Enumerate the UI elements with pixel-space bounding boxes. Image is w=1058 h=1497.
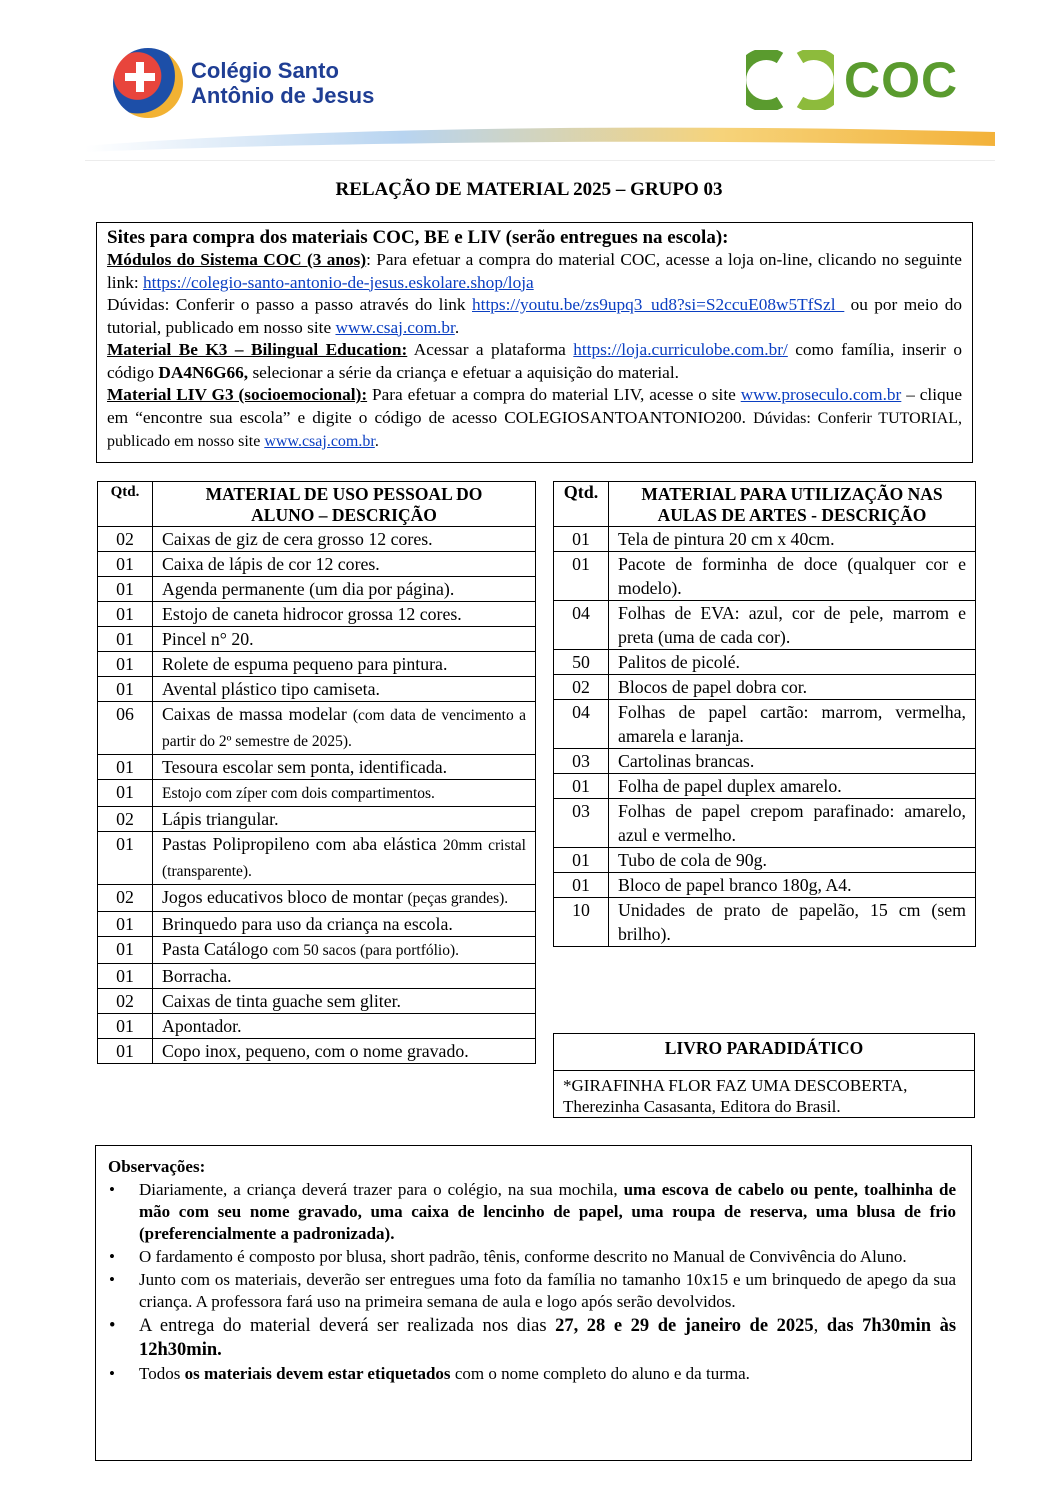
description-header: MATERIAL DE USO PESSOAL DO ALUNO – DESCRIÇÃO (153, 482, 536, 527)
observation-text: Junto com os materiais, deverão ser entregues uma foto da família no tamanho 10x15 e um brinquedo de apego da sua criança. A professora fará uso na primeira semana de aula e logo após serão devolvidos. (139, 1270, 956, 1311)
arts-materials-table (553, 481, 976, 947)
coc-paragraph (107, 249, 962, 294)
description-cell (153, 577, 536, 602)
item-description: Folhas de papel cartão: marrom, vermelha, amarela e laranja. (618, 702, 966, 746)
be-text-3: selecionar a série da criança e efetuar a aquisição do material. (248, 362, 679, 382)
description-cell (153, 832, 536, 885)
personal-materials-table (97, 481, 536, 1064)
observations-heading: Observações: (108, 1157, 206, 1176)
observation-item (108, 1246, 956, 1268)
observation-item (108, 1269, 956, 1313)
qty-cell: 01 (554, 552, 609, 601)
description-cell (153, 755, 536, 780)
be-label: Material Be K3 – Bilingual Education: (107, 340, 408, 359)
description-cell (153, 964, 536, 989)
qty-cell: 01 (98, 832, 153, 885)
qty-cell: 01 (98, 912, 153, 937)
book-author: Therezinha Casasanta, Editora do Brasil. (563, 1097, 841, 1116)
school-site-link[interactable]: www.csaj.com.br (335, 317, 455, 337)
qty-header: Qtd. (554, 482, 609, 527)
document-title: RELAÇÃO DE MATERIAL 2025 – GRUPO 03 (335, 179, 723, 200)
item-description: Folha de papel duplex amarelo. (618, 776, 842, 796)
table-row (554, 799, 976, 848)
table-row (98, 807, 536, 832)
table-row (98, 912, 536, 937)
qty-cell: 01 (98, 652, 153, 677)
personal-materials-body (98, 527, 536, 1064)
item-description: Caixas de massa modelar (162, 704, 347, 724)
description-cell (153, 780, 536, 807)
qty-cell: 01 (98, 964, 153, 989)
description-cell (609, 873, 976, 898)
table-row (98, 677, 536, 702)
qty-cell: 02 (98, 527, 153, 552)
table-row (98, 937, 536, 964)
item-description: Copo inox, pequeno, com o nome gravado. (162, 1041, 469, 1061)
description-cell (153, 552, 536, 577)
coc-label: Módulos do Sistema COC (3 anos) (107, 250, 367, 269)
liv-text-1: Para efetuar a compra do material LIV, acesse o site (367, 385, 741, 404)
coc-logo (746, 50, 958, 110)
description-cell (153, 627, 536, 652)
item-description: Caixa de lápis de cor 12 cores. (162, 554, 380, 574)
qty-cell: 01 (98, 602, 153, 627)
description-cell (153, 885, 536, 912)
be-text-1: Acessar a plataforma (407, 340, 574, 359)
school-logo (113, 48, 374, 118)
qty-cell: 50 (554, 650, 609, 675)
qty-cell: 01 (98, 937, 153, 964)
arts-materials-body (554, 527, 976, 947)
description-cell (609, 848, 976, 873)
school-crest-icon (113, 48, 183, 118)
observation-bold-text: os materiais devem estar etiquetados (184, 1364, 451, 1383)
table-row (554, 898, 976, 947)
liv-text-2: – clique em “encontre sua escola” e digite o código de acesso COLEGIOSANTOANTONIO200. (107, 385, 962, 427)
item-description: Bloco de papel branco 180g, A4. (618, 875, 852, 895)
table-row (98, 652, 536, 677)
table-header-row (98, 482, 536, 527)
item-description: Folhas de papel crepom parafinado: amarelo, azul e vermelho. (618, 801, 966, 845)
qty-cell: 01 (98, 627, 153, 652)
observation-text: Diariamente, a criança deverá trazer para o colégio, na sua mochila, (139, 1180, 624, 1199)
observation-item (108, 1179, 956, 1245)
proseculo-link[interactable]: www.proseculo.com.br (740, 385, 902, 404)
table-row (554, 848, 976, 873)
table-row (98, 627, 536, 652)
item-description: Pacote de forminha de doce (qualquer cor e modelo). (618, 554, 966, 598)
description-cell (609, 527, 976, 552)
item-description: Apontador. (162, 1016, 242, 1036)
school-name-line2: Antônio de Jesus (191, 83, 375, 108)
table-row (554, 675, 976, 700)
qty-cell: 01 (98, 577, 153, 602)
table-row (98, 577, 536, 602)
item-description: Tubo de cola de 90g. (618, 850, 767, 870)
purchase-sites-box (96, 222, 973, 463)
table-row (98, 780, 536, 807)
qty-cell: 10 (554, 898, 609, 947)
description-cell (609, 700, 976, 749)
table-row (554, 873, 976, 898)
book-title: *GIRAFINHA FLOR FAZ UMA DESCOBERTA, (563, 1076, 908, 1095)
observation-bold-text: uma escova de cabelo ou pente, toalhinha de mão com seu nome gravado, uma caixa de lencinho de papel, uma roupa de reserva, uma blusa de frio (preferencialmente a padronizada). (139, 1180, 957, 1243)
qty-cell: 01 (554, 774, 609, 799)
item-description: Blocos de papel dobra cor. (618, 677, 808, 697)
header-divider (85, 160, 995, 161)
description-cell (153, 1014, 536, 1039)
observation-text: Todos (139, 1364, 185, 1383)
qty-cell: 06 (98, 702, 153, 755)
table-row (98, 989, 536, 1014)
item-description: Agenda permanente (um dia por página). (162, 579, 455, 599)
period: . (374, 433, 379, 450)
item-description: Lápis triangular. (162, 809, 279, 829)
description-cell (609, 749, 976, 774)
qty-cell: 01 (554, 527, 609, 552)
item-note: (peças grandes). (407, 890, 509, 907)
coc-store-link[interactable]: https://colegio-santo-antonio-de-jesus.eskolare.shop/loja (143, 272, 534, 292)
tutorial-video-link[interactable]: https://youtu.be/zs9upq3_ud8?si=S2ccuE08w5TfSzl_ (472, 295, 845, 314)
description-cell (153, 937, 536, 964)
table-header-row (554, 482, 976, 527)
paradidatic-book (554, 1071, 974, 1117)
period: . (454, 317, 460, 337)
item-description: Pastas Polipropileno com aba elástica (162, 834, 437, 854)
liv-school-site-link[interactable]: www.csaj.com.br (264, 433, 375, 450)
qty-cell: 01 (98, 1014, 153, 1039)
observation-text: , (813, 1316, 827, 1336)
description-cell (153, 702, 536, 755)
qty-cell: 03 (554, 749, 609, 774)
liv-text-3: Dúvidas: Conferir TUTORIAL, publicado em nosso site (107, 409, 962, 450)
qty-cell: 01 (98, 677, 153, 702)
table-row (554, 650, 976, 675)
table-row (98, 755, 536, 780)
item-note: (com data de vencimento a partir do 2º semestre de 2025). (162, 707, 527, 750)
qty-cell: 01 (98, 780, 153, 807)
qty-cell: 01 (98, 1039, 153, 1064)
table-row (554, 774, 976, 799)
description-cell (609, 774, 976, 799)
doubts-paragraph (107, 294, 962, 339)
coc-logo-text: COC (844, 52, 959, 108)
table-row (554, 552, 976, 601)
qty-cell: 01 (554, 848, 609, 873)
item-description: Tela de pintura 20 cm x 40cm. (618, 529, 835, 549)
observations-box (95, 1145, 972, 1461)
item-description: Cartolinas brancas. (618, 751, 755, 771)
item-description: Caixas de tinta guache sem gliter. (162, 991, 401, 1011)
description-cell (153, 912, 536, 937)
description-cell (153, 677, 536, 702)
delivery-dates: 27, 28 e 29 de janeiro de 2025 (555, 1316, 814, 1336)
observation-item (108, 1363, 956, 1385)
observations-list (108, 1179, 956, 1385)
qty-cell: 01 (554, 873, 609, 898)
description-cell (153, 989, 536, 1014)
qty-cell: 04 (554, 601, 609, 650)
delivery-hours: das 7h30min às 12h30min. (139, 1316, 957, 1360)
table-row (98, 1039, 536, 1064)
item-description: Pasta Catálogo (162, 939, 269, 959)
table-row (98, 702, 536, 755)
item-description: Estojo de caneta hidrocor grossa 12 cores. (162, 604, 462, 624)
table-row (98, 552, 536, 577)
be-code: DA4N6G66, (158, 362, 249, 382)
item-description: Caixas de giz de cera grosso 12 cores. (162, 529, 433, 549)
coc-text: : Para efetuar a compra do material COC, acesse a loja on-line, clicando no seguinte link: (107, 250, 962, 292)
doubts-text: Dúvidas: Conferir o passo a passo através do link (107, 295, 472, 314)
description-header: MATERIAL PARA UTILIZAÇÃO NAS AULAS DE ARTES - DESCRIÇÃO (609, 482, 976, 527)
table-row (98, 1014, 536, 1039)
description-cell (609, 799, 976, 848)
description-cell (609, 898, 976, 947)
description-cell (153, 807, 536, 832)
liv-label: Material LIV G3 (socioemocional): (107, 385, 368, 404)
be-paragraph (107, 339, 962, 384)
item-description: Avental plástico tipo camiseta. (162, 679, 380, 699)
observation-text: A entrega do material deverá ser realizada nos dias (139, 1316, 556, 1336)
qty-cell: 01 (98, 552, 153, 577)
table-row (554, 601, 976, 650)
item-description: Unidades de prato de papelão, 15 cm (sem brilho). (618, 900, 966, 944)
sites-heading: Sites para compra dos materiais COC, BE e LIV (serão entregues na escola): (107, 227, 729, 248)
table-row (98, 527, 536, 552)
school-name (191, 58, 374, 108)
observation-item (108, 1314, 956, 1362)
item-description: Pincel n° 20. (162, 629, 254, 649)
liv-paragraph (107, 384, 962, 454)
table-row (98, 602, 536, 627)
be-store-link[interactable]: https://loja.curriculobe.com.br/ (573, 340, 788, 359)
item-description: Brinquedo para uso da criança na escola. (162, 914, 453, 934)
paradidatic-heading: LIVRO PARADIDÁTICO (554, 1034, 974, 1071)
coc-mark-icon (746, 50, 834, 110)
paradidatic-book-box (553, 1033, 975, 1118)
item-description: Borracha. (162, 966, 232, 986)
item-note: 20mm cristal (transparente). (162, 837, 526, 880)
observation-text: com o nome completo do aluno e da turma. (450, 1364, 750, 1383)
qty-cell: 02 (98, 989, 153, 1014)
be-text-2: como família, inserir o código (107, 340, 963, 382)
description-cell (153, 1039, 536, 1064)
item-description: Folhas de EVA: azul, cor de pele, marrom e preta (uma de cada cor). (618, 603, 966, 647)
page-header (0, 0, 1058, 165)
item-note: com 50 sacos (para portfólio). (272, 942, 460, 959)
item-description: Jogos educativos bloco de montar (162, 887, 403, 907)
description-cell (153, 652, 536, 677)
qty-cell: 01 (98, 755, 153, 780)
item-description: Palitos de picolé. (618, 652, 740, 672)
table-row (98, 885, 536, 912)
qty-cell: 02 (98, 807, 153, 832)
item-description: Tesoura escolar sem ponta, identificada. (162, 757, 448, 777)
description-cell (609, 650, 976, 675)
qty-cell: 04 (554, 700, 609, 749)
item-description: Rolete de espuma pequeno para pintura. (162, 654, 448, 674)
table-row (98, 964, 536, 989)
qty-cell: 02 (98, 885, 153, 912)
header-swoosh-graphic (85, 118, 995, 158)
table-row (554, 749, 976, 774)
description-cell (609, 675, 976, 700)
table-row (554, 527, 976, 552)
description-cell (153, 602, 536, 627)
table-row (554, 700, 976, 749)
table-row (98, 832, 536, 885)
qty-cell: 03 (554, 799, 609, 848)
qty-header: Qtd. (98, 482, 153, 527)
description-cell (153, 527, 536, 552)
observation-text: O fardamento é composto por blusa, short padrão, tênis, conforme descrito no Manual de Convivência do Aluno. (139, 1247, 907, 1266)
description-cell (609, 601, 976, 650)
school-name-line1: Colégio Santo (191, 58, 339, 83)
description-cell (609, 552, 976, 601)
qty-cell: 02 (554, 675, 609, 700)
item-note: Estojo com zíper com dois compartimentos. (162, 785, 435, 802)
doubts-text-2: ou por meio do tutorial, publicado em nosso site (107, 295, 962, 337)
